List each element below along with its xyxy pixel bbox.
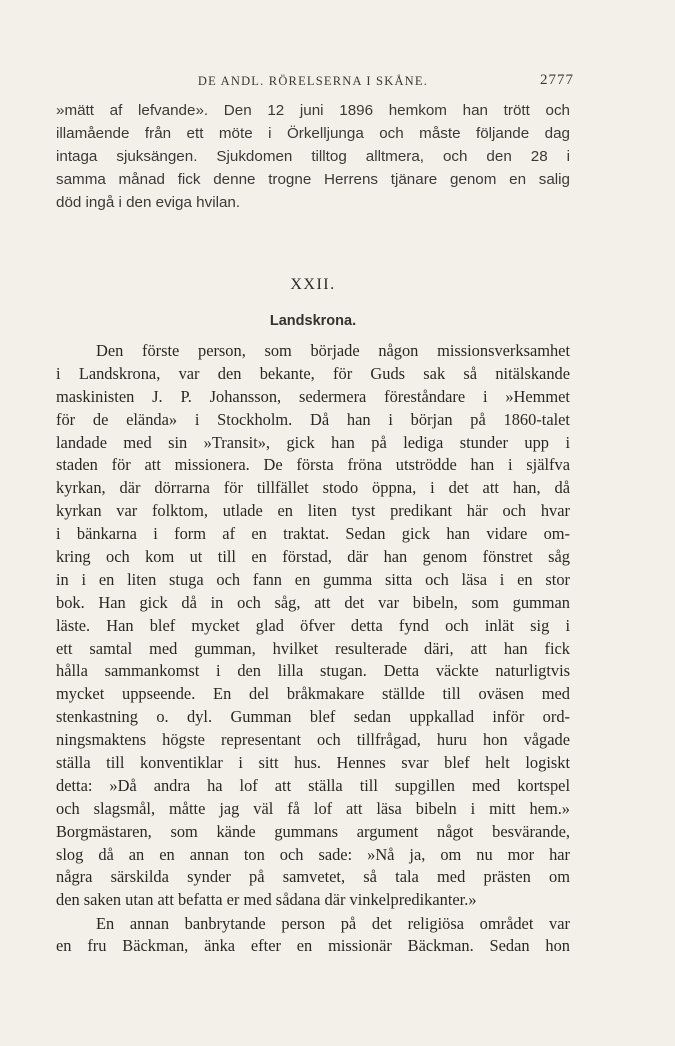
text-line: staden för att missionera. De första fröna utströdde han i själfva [56,455,570,475]
text-line: slog då an en annan ton och sade: »Nå ja, om nu mor har [56,844,570,864]
closing-paragraph [56,913,570,959]
running-title: DE ANDL. RÖRELSERNA I SKÅNE. [197,74,429,88]
text-line: kring och kom ut till en förstad, där han genom fönstret såg [56,547,570,567]
text-line: in i en liten stuga och fann en gumma sitta och läsa i en stor [56,569,570,589]
text-line: en fru Bäckman, änka efter en missionär Bäckman. Sedan hon [56,936,570,956]
text-line: Den förste person, som började någon missionsverksamhet [96,341,570,360]
text-line: samma månad fick denne trogne Herrens tjänare genom en salig [56,170,570,188]
text-line: landade med sin »Transit», gick han på lediga stunder upp i [56,432,570,452]
text-line: »mätt af lefvande». Den 12 juni 1896 hemkom han trött och [56,102,570,119]
text-line: bok. Han gick då in och såg, att det var bibeln, som gumman [56,592,570,612]
main-paragraph [56,340,570,912]
text-line: ställa till konventiklar i sitt hus. Hennes svar blef helt logiskt [56,753,570,773]
text-line: och slagsmål, måtte jag väl få lof att läsa bibeln i mitt hem.» [56,798,570,818]
text-line: ningsmaktens högste representant och tillfrågad, huru hon vågade [56,730,570,750]
text-line: den saken utan att befatta er med sådana där vinkelpredikanter.» [56,890,477,910]
text-line: död ingå i den eviga hvilan. [56,193,241,211]
text-line: i bänkarna i form af en traktat. Sedan gick han vidare om- [56,524,570,544]
page-number: 2777 [540,72,574,88]
text-line: detta: »Då andra ha lof att ställa till supgillen med kortspel [56,775,570,795]
text-line: ett samtal med gumman, hvilket resulterade däri, att han fick [56,638,570,658]
text-line: mycket uppseende. En del bråkmakare ställde till oväsen med [56,684,570,704]
text-line: läste. Han blef mycket glad öfver detta fynd och inlät sig i [56,615,570,635]
text-line: för de elända» i Stockholm. Då han i början på 1860-talet [56,409,570,429]
text-line: intaga sjuksängen. Sjukdomen tilltog alltmera, och den 28 i [56,147,570,165]
text-line: kyrkan var folktom, utlade en liten tyst predikant här och hvar [56,501,570,521]
text-line: En annan banbrytande person på det religiösa området var [96,913,570,933]
running-head [56,72,574,94]
text-line: hålla sammankomst i den lilla stugan. Detta väckte naturligtvis [56,661,570,681]
text-line: kyrkan, där dörrarna för tillfället stodo öppna, i det att han, då [56,478,570,498]
section-title: Landskrona. [269,313,357,329]
chapter-number: XXII. [290,276,336,293]
text-line: i Landskrona, var den bekante, för Guds sak så nitälskande [56,363,570,383]
text-line: illamående från ett möte i Örkelljunga och måste följande dag [56,124,570,142]
text-line: Borgmästaren, som kände gummans argument något besvärande, [56,821,570,841]
text-line: maskinisten J. P. Johansson, sedermera föreståndare i »Hemmet [56,386,570,406]
opening-paragraph [56,100,570,214]
text-line: några särskilda synder på samvetet, så tala med prästen om [56,867,570,887]
text-line: stenkastning o. dyl. Gumman blef sedan uppkallad inför ord- [56,707,570,727]
